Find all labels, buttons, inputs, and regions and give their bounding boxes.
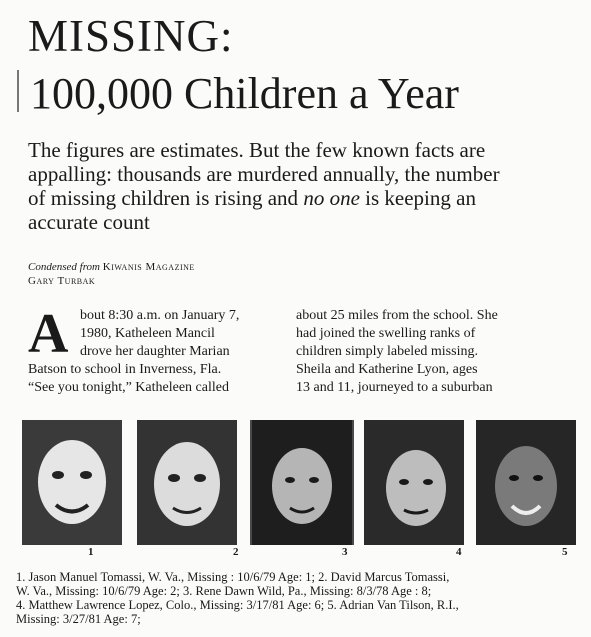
child-face-icon <box>476 420 576 545</box>
child-photo-3 <box>250 420 354 545</box>
article-column-1-bottom <box>28 361 229 397</box>
article-line: had joined the swelling ranks of <box>296 326 476 341</box>
photo-number: 2 <box>233 546 239 558</box>
child-face-icon <box>137 420 237 545</box>
condensed-label: Condensed from <box>28 261 101 273</box>
article-line: drove her daughter Marian <box>80 344 230 359</box>
child-photo-2 <box>137 420 237 545</box>
caption-line: 4. Matthew Lawrence Lopez, Colo., Missing: 3/17/81 Age: 6; 5. Adrian Van Tilson, R.I., <box>16 598 459 612</box>
headline-line-2: 100,000 Children a Year <box>30 69 459 118</box>
dek-line: of missing children is rising and no one is keeping an <box>28 186 476 210</box>
author-name: Gary Turbak <box>28 275 96 287</box>
article-column-2 <box>296 307 498 397</box>
dek-line: The figures are estimates. But the few known facts are <box>28 138 486 162</box>
article-line: “See you tonight,” Katheleen called <box>28 380 229 395</box>
dek-emphasis: no one <box>303 186 360 210</box>
article-line: Batson to school in Inverness, Fla. <box>28 362 222 377</box>
margin-rule <box>17 70 19 112</box>
source-credit <box>28 261 195 274</box>
photo-caption <box>16 570 586 626</box>
photo-number: 4 <box>456 546 462 558</box>
child-photo-1 <box>22 420 122 545</box>
caption-line: Missing: 3/27/81 Age: 7; <box>16 612 141 626</box>
dek-line: accurate count <box>28 210 150 234</box>
photo-number: 1 <box>88 546 94 558</box>
source-name: Kiwanis Magazine <box>102 261 195 273</box>
photo-number: 5 <box>562 546 568 558</box>
article-line: 1980, Katheleen Mancil <box>80 326 215 341</box>
headline-line-1: MISSING: <box>28 11 234 61</box>
article-column-1-top <box>80 307 239 361</box>
article-line: about 25 miles from the school. She <box>296 308 498 323</box>
photo-number: 3 <box>342 546 348 558</box>
article-line: bout 8:30 a.m. on January 7, <box>80 308 240 323</box>
caption-line: W. Va., Missing: 10/6/79 Age: 2; 3. Rene Dawn Wild, Pa., Missing: 8/3/78 Age : 8; <box>16 584 432 598</box>
child-photo-5 <box>476 420 576 545</box>
dek-line: appalling: thousands are murdered annually, the number <box>28 162 500 186</box>
child-photo-4 <box>364 420 464 545</box>
article-line: Sheila and Katherine Lyon, ages <box>296 362 478 377</box>
dek-paragraph <box>28 138 556 234</box>
caption-line: 1. Jason Manuel Tomassi, W. Va., Missing : 10/6/79 Age: 1; 2. David Marcus Tomassi, <box>16 570 450 584</box>
drop-cap: A <box>28 303 69 365</box>
article-line: children simply labeled missing. <box>296 344 478 359</box>
child-face-icon <box>22 420 122 545</box>
child-face-icon <box>250 420 354 545</box>
article-line: 13 and 11, journeyed to a suburban <box>296 380 493 395</box>
child-face-icon <box>364 420 464 545</box>
